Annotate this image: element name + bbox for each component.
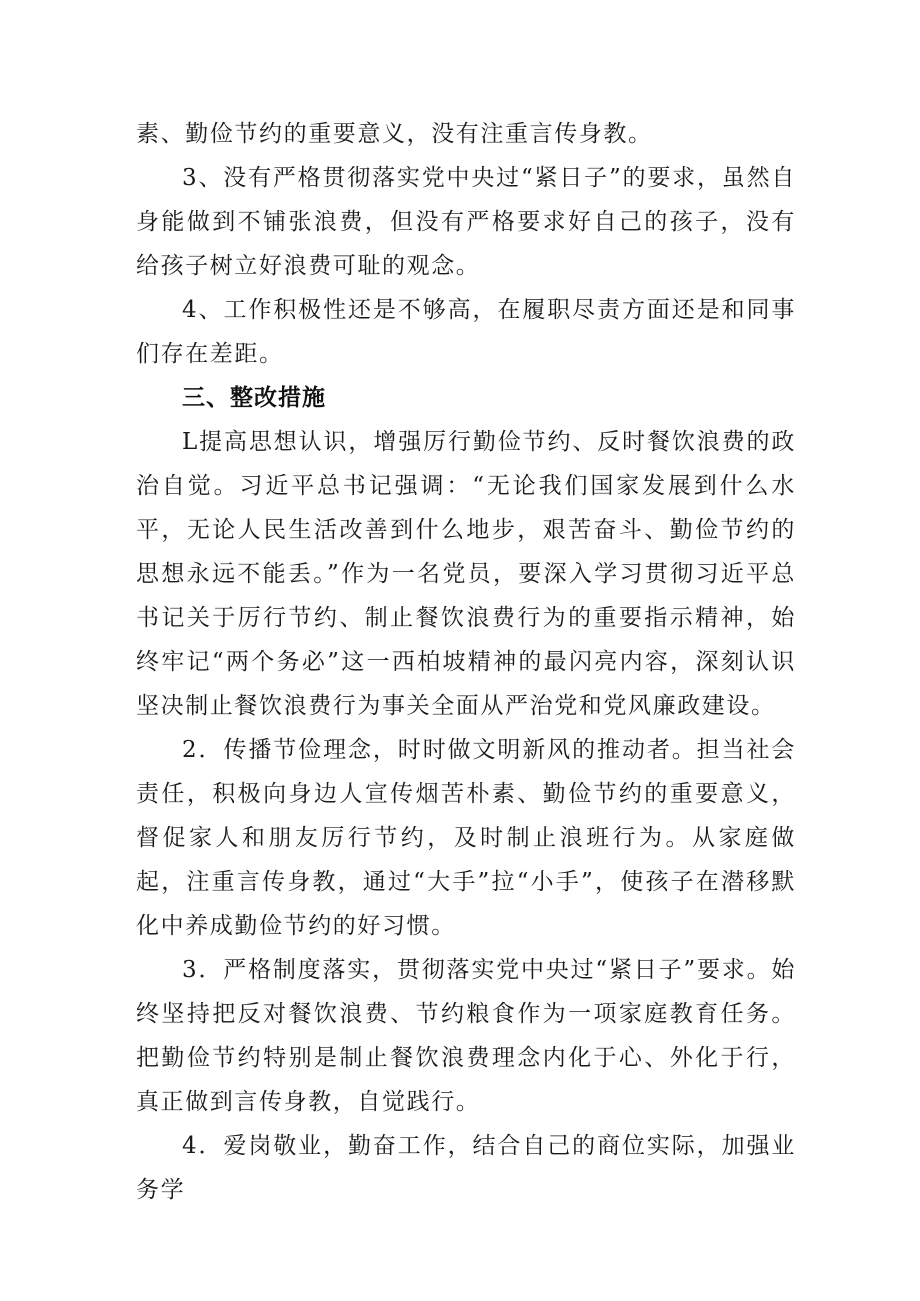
paragraph-item-3: 3、没有严格贯彻落实党中央过“紧日子”的要求，虽然自身能做到不铺张浪费，但没有严格要求好自己的孩子，没有给孩子树立好浪费可耻的观念。 — [136, 165, 796, 279]
paragraph-continued: 素、勤俭节约的重要意义，没有注重言传身教。 — [136, 121, 653, 147]
measure-1-paragraph: L提高思想认识，增强厉行勤俭节约、反时餐饮浪费的政治自觉。习近平总书记强调：“无论我们国家发展到什么水平，无论人民生活改善到什么地步，艰苦奋斗、勤俭节约的思想永远不能丢。”作为一名党员，要深入学习贯彻习近平总书记关于厉行节约、制止餐饮浪费行为的重要指示精神，始终牢记“两个务必”这一西柏坡精神的最闪亮内容，深刻认识坚决制止餐饮浪费行为事关全面从严治党和党风廉政建设。 — [136, 429, 796, 719]
measure-2-paragraph: 2．传播节俭理念，时时做文明新风的推动者。担当社会责任，积极向身边人宣传烟苦朴素、勤俭节约的重要意义，督促家人和朋友厉行节约，及时制止浪班行为。从家庭做起，注重言传身教，通过“大手”拉“小手”，使孩子在潜移默化中养成勤俭节约的好习惯。 — [136, 737, 796, 939]
measure-4-paragraph: 4．爱岗敬业，勤奋工作，结合自己的商位实际，加强业务学 — [136, 1133, 796, 1203]
paragraph-item-4: 4、工作积极性还是不够高，在履职尽责方面还是和同事们存在差距。 — [136, 297, 796, 367]
measure-3-paragraph: 3．严格制度落实，贯彻落实党中央过“紧日子”要求。始终坚持把反对餐饮浪费、节约粮食作为一项家庭教育任务。把勤俭节约特别是制止餐饮浪费理念内化于心、外化于行，真正做到言传身教，自觉践行。 — [136, 957, 796, 1115]
document-body — [136, 112, 796, 1212]
section-heading: 三、整改措施 — [182, 385, 326, 411]
